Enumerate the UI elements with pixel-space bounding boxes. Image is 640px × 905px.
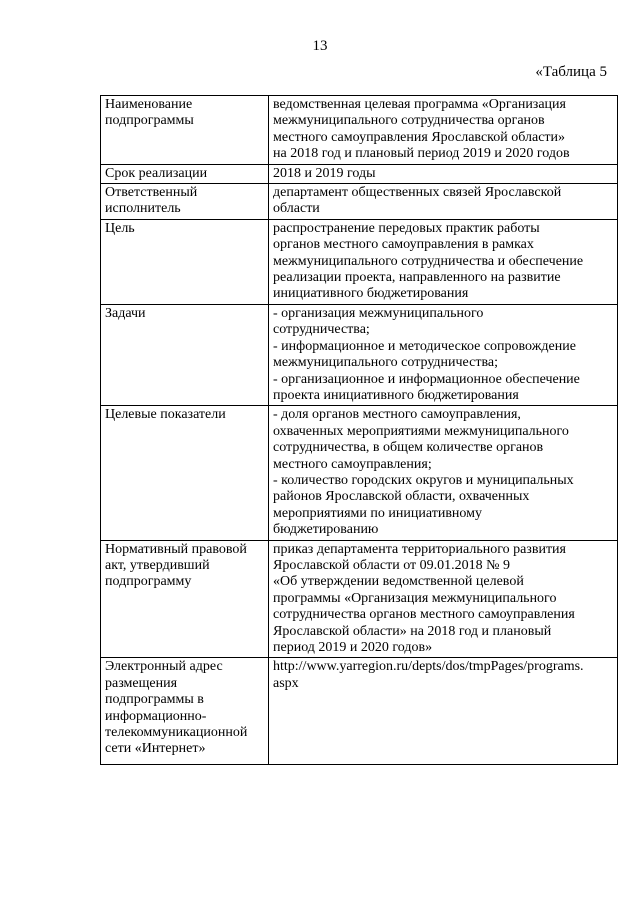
row-value-line: - количество городских округов и муниципальных: [273, 472, 574, 488]
row-value-line: мероприятиями по инициативному: [273, 505, 483, 521]
row-value-line: распространение передовых практик работы: [273, 220, 540, 236]
row-label-line: сети «Интернет»: [105, 741, 206, 757]
table-row-web-address: [101, 658, 618, 764]
row-value-line: - информационное и методическое сопровождение: [273, 338, 576, 354]
row-value: [269, 304, 618, 405]
table-body: [101, 96, 618, 765]
row-label: [101, 658, 269, 764]
row-value-line: Ярославской области» на 2018 год и плановый: [273, 623, 552, 639]
row-value-line: Ярославской области от 09.01.2018 № 9: [273, 557, 511, 573]
row-value-line: aspx: [273, 675, 299, 691]
row-label-line: Электронный адрес: [105, 659, 223, 675]
row-value-line: органов местного самоуправления в рамках: [273, 237, 534, 253]
row-label-line: Срок реализации: [105, 165, 208, 181]
row-value-line: области: [273, 201, 320, 217]
row-label-line: информационно-: [105, 708, 207, 724]
row-label-line: акт, утвердивший: [105, 557, 210, 573]
row-value-line: межмуниципального сотрудничества;: [273, 355, 498, 371]
row-value: [269, 219, 618, 304]
row-label-line: исполнитель: [105, 201, 181, 217]
row-value-line: период 2019 и 2020 годов»: [273, 640, 433, 655]
subprogram-passport-table: [100, 95, 618, 765]
row-value: [269, 164, 618, 183]
row-value-line: местного самоуправления;: [273, 456, 432, 472]
table-row-target-indicators: [101, 406, 618, 540]
table-row-implementation-period: [101, 164, 618, 183]
table-caption: «Таблица 5: [535, 64, 607, 80]
row-label: [101, 406, 269, 540]
row-value: [269, 658, 618, 764]
row-label-line: Ответственный: [105, 185, 198, 201]
row-label-line: Наименование: [105, 97, 193, 112]
row-value-line: - организационное и информационное обеспечение: [273, 371, 580, 387]
table-row-goal: [101, 219, 618, 304]
row-label-line: Цель: [105, 220, 135, 236]
row-value-line: 2018 и 2019 годы: [273, 165, 376, 181]
row-value-line: сотрудничества органов местного самоуправления: [273, 607, 575, 623]
row-value-line: http://www.yarregion.ru/depts/dos/tmpPages/programs.: [273, 659, 584, 675]
row-label: [101, 540, 269, 658]
row-value-line: - доля органов местного самоуправления,: [273, 407, 521, 423]
table-row-normative-act: [101, 540, 618, 658]
row-value-line: приказ департамента территориального развития: [273, 541, 566, 557]
row-value-line: департамент общественных связей Ярославской: [273, 185, 562, 201]
table-row-tasks: [101, 304, 618, 405]
row-value-line: бюджетированию: [273, 522, 379, 538]
row-value-line: ведомственная целевая программа «Организация: [273, 97, 566, 112]
row-value-line: местного самоуправления Ярославской области»: [273, 129, 566, 145]
row-label: [101, 164, 269, 183]
row-label-line: Задачи: [105, 305, 146, 321]
row-label-line: подпрограммы: [105, 113, 194, 129]
row-label-line: подпрограммы в: [105, 692, 204, 708]
row-value: [269, 96, 618, 165]
row-label-line: Целевые показатели: [105, 407, 226, 423]
row-label: [101, 96, 269, 165]
row-value-line: межмуниципального сотрудничества и обеспечение: [273, 253, 584, 269]
row-label: [101, 184, 269, 220]
row-value-line: - организация межмуниципального: [273, 305, 484, 321]
row-value-line: программы «Организация межмуниципального: [273, 590, 557, 606]
row-value-line: на 2018 год и плановый период 2019 и 2020 годов: [273, 146, 570, 162]
row-label-line: подпрограмму: [105, 574, 192, 590]
row-value-line: реализации проекта, направленного на развитие: [273, 270, 561, 286]
row-label-line: размещения: [105, 675, 178, 691]
row-label-line: телекоммуникационной: [105, 725, 248, 741]
row-value: [269, 406, 618, 540]
row-label: [101, 304, 269, 405]
row-value: [269, 184, 618, 220]
table-row-responsible-executor: [101, 184, 618, 220]
row-label: [101, 219, 269, 304]
row-value-line: районов Ярославской области, охваченных: [273, 489, 530, 505]
row-value-line: сотрудничества, в общем количестве органов: [273, 440, 544, 456]
row-value-line: сотрудничества;: [273, 322, 370, 338]
page-number: 13: [312, 38, 328, 54]
row-value-line: охваченных мероприятиями межмуниципального: [273, 423, 569, 439]
row-value-line: межмуниципального сотрудничества органов: [273, 113, 545, 129]
row-value-line: проекта инициативного бюджетирования: [273, 387, 519, 403]
row-value-line: «Об утверждении ведомственной целевой: [273, 574, 524, 590]
row-label-line: Нормативный правовой: [105, 541, 247, 557]
row-value-line: инициативного бюджетирования: [273, 286, 469, 302]
row-value: [269, 540, 618, 658]
table-row-subprogram-name: [101, 96, 618, 165]
